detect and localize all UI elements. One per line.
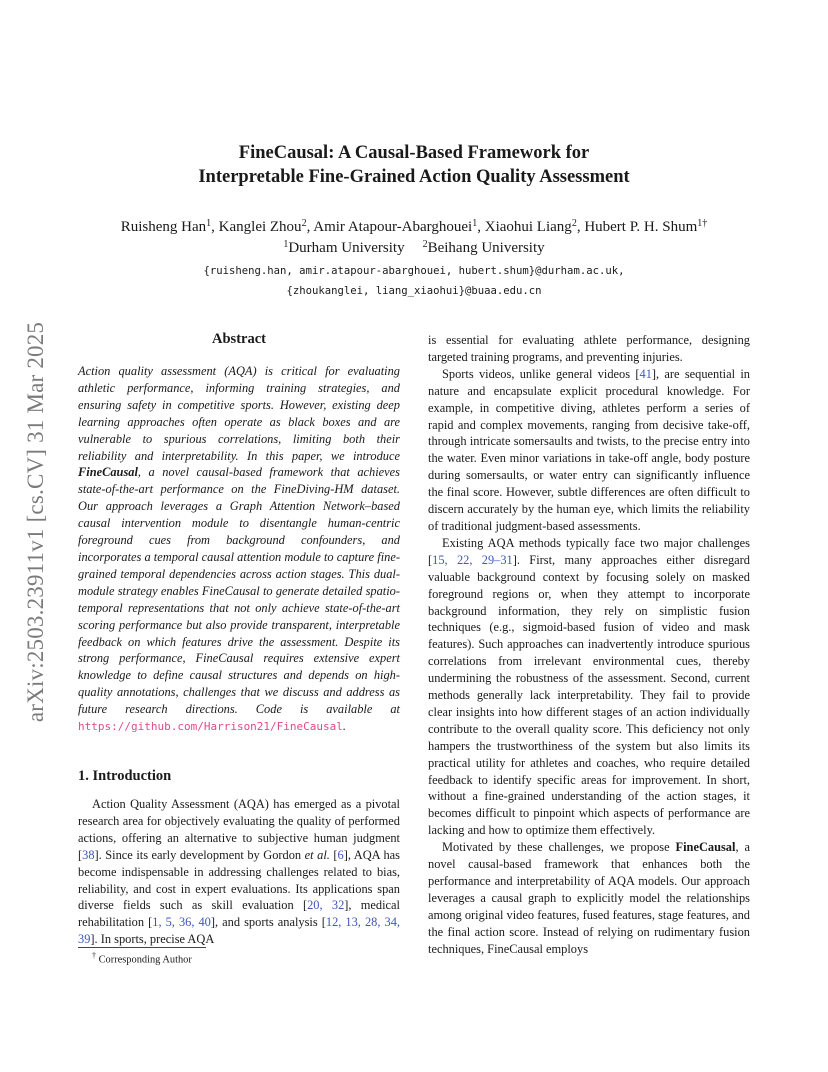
code-link[interactable]: https://github.com/Harrison21/FineCausal bbox=[78, 720, 343, 734]
email-line: {zhoukanglei, liang_xiaohui}@buaa.edu.cn bbox=[286, 285, 542, 297]
title-line-1: FineCausal: A Causal-Based Framework for bbox=[238, 143, 590, 163]
framework-name: FineCausal bbox=[78, 465, 138, 480]
abstract-body bbox=[78, 363, 400, 736]
abstract-heading: Abstract bbox=[212, 331, 266, 347]
affiliations bbox=[0, 238, 828, 258]
citation-link[interactable]: 1, 5, 36, 40 bbox=[152, 915, 211, 930]
footnote bbox=[92, 951, 192, 965]
author-list: Ruisheng Han$^1$, Kanglei Zhou$^2$, Amir Atapour-Abarghouei$^1$, Xiaohui Liang$^2$, Hubert P. H. Shum$^{1\dagger}$ bbox=[120, 218, 708, 235]
citation-link[interactable]: 20, 32 bbox=[307, 898, 345, 913]
author-emails bbox=[0, 261, 828, 301]
arxiv-sidebar bbox=[14, 282, 58, 762]
footnote-rule bbox=[78, 947, 206, 948]
paragraph: Sports videos, unlike general videos [41], are sequential in nature and encapsulate explicit procedural knowledge. For example, in competitive diving, athletes perform a series of rapid and complex movements, ranging from decisive take-off, through intricate somersaults and twists, to the precise entry into the water. Even minor variations in take-off angle, body posture during somersaults, or water entry can significantly influence the final score. However, subtle differences are often difficult to discern accurately by the human eye, which limits the reliability of traditional judgment-based assessments. bbox=[428, 366, 750, 533]
citation-link[interactable]: 41 bbox=[639, 366, 652, 381]
author-affil-mark: 1 bbox=[472, 218, 478, 229]
abstract-text: Action quality assessment (AQA) is critical for evaluating athletic performance, informing training strategies, and ensuring safety in competitive sports. However, existing deep learning approaches often operate as black boxes and are vulnerable to spurious correlations, limiting both their reliability and interpretability. In this paper, we introduce bbox=[78, 364, 400, 463]
right-column bbox=[428, 332, 750, 958]
framework-name: FineCausal bbox=[675, 840, 736, 855]
abstract-text: , a novel causal-based framework that achieves state-of-the-art performance on the FineDiving-HM dataset. Our approach leverages a Graph Attention Network–based causal intervention module to disentangle human-centric foreground cues from background confounders, and incorporates a temporal causal attention module to capture fine-grained temporal dependencies across action stages. This dual-module strategy enables FineCausal to generate detailed spatio-temporal representations that not only achieve state-of-the-art scoring performance but also provide transparent, interpretable feedback on which features drive the assessment. Despite its strong performance, FineCausal requires extensive expert knowledge to define causal structures and depends on high-quality annotations, challenges that we discuss and address as future research directions. Code is available at bbox=[78, 465, 400, 717]
paragraph: Motivated by these challenges, we propose FineCausal, a novel causal-based framework that enhances both the performance and interpretability of AQA models. Our approach leverages a causal graph to explicitly model the relationships among original video features, fused features, stage features, and the final action score. Instead of relying on rudimentary fusion techniques, FineCausal employs bbox=[428, 840, 750, 956]
abstract-text: . bbox=[342, 719, 347, 734]
author-name: Kanglei Zhou bbox=[218, 219, 302, 235]
author-name: Amir Atapour-Abarghouei bbox=[313, 219, 473, 235]
paragraph: is essential for evaluating athlete performance, designing targeted training programs, and preventing injuries. bbox=[428, 333, 750, 364]
citation-link[interactable]: 38 bbox=[82, 847, 95, 862]
author-affil-mark: 1† bbox=[697, 218, 708, 229]
author-name: Ruisheng Han bbox=[120, 219, 207, 235]
affil-name: Beihang University bbox=[427, 240, 545, 256]
author-affil-mark: 2 bbox=[301, 218, 307, 229]
email-line: {ruisheng.han, amir.atapour-abarghouei, hubert.shum}@durham.ac.uk, bbox=[203, 265, 625, 277]
affil-name: Durham University bbox=[288, 240, 405, 256]
author-name: Hubert P. H. Shum bbox=[584, 219, 698, 235]
author-name: Xiaohui Liang bbox=[484, 219, 572, 235]
title-line-2: Interpretable Fine-Grained Action Quality Assessment bbox=[198, 167, 630, 187]
section-heading-introduction: 1. Introduction bbox=[78, 768, 172, 784]
introduction-body bbox=[78, 796, 400, 948]
citation-link[interactable]: 15, 22, 29–31 bbox=[432, 552, 513, 567]
footnote-mark: † bbox=[92, 951, 96, 960]
author-affil-mark: 1 bbox=[206, 218, 212, 229]
affil-mark: 1 bbox=[283, 239, 289, 250]
author-affil-mark: 2 bbox=[571, 218, 577, 229]
citation-link[interactable]: 6 bbox=[337, 847, 344, 862]
citation-link[interactable]: 12, 13, 28, 34, 39 bbox=[78, 915, 400, 947]
arxiv-identifier: arXiv:2503.23911v1 [cs.CV] 31 Mar 2025 bbox=[23, 321, 48, 723]
affil-mark: 2 bbox=[422, 239, 428, 250]
footnote-text: Corresponding Author bbox=[98, 954, 192, 966]
paper-title bbox=[0, 141, 828, 189]
paragraph: Existing AQA methods typically face two major challenges [15, 22, 29–31]. First, many approaches either disregard valuable background context by focusing solely on masked foreground regions or, when they attempt to incorporate background information, they rely on simplistic fusion techniques (e.g., sigmoid-based fusion of video and mask features). Such approaches can inadvertently introduce spurious correlations from irrelevant environmental cues, thereby undermining the robustness of the assessment. Second, current methods generally lack interpretability. They fail to provide clear insights into how different stages of an action individually contribute to the overall quality score. This deficiency not only hampers the trustworthiness of the system but also limits its practical utility for athletes and coaches, who require detailed feedback to identify specific areas for improvement. In short, without a fine-grained understanding of the action stages, it becomes difficult to pinpoint which aspects of performance are lacking and how to optimize them effectively. bbox=[428, 535, 750, 838]
paragraph: Action Quality Assessment (AQA) has emerged as a pivotal research area for objectively evaluating the quality of performed actions, offering an alternative to subjective human judgment [38]. Since its early development by Gordon et al. [6], AQA has become indispensable in addressing challenges related to bias, reliability, and cost in expert evaluations. Its applications span diverse fields such as skill evaluation [20, 32], medical rehabilitation [1, 5, 36, 40], and sports analysis [12, 13, 28, 34, 39]. In sports, precise AQA bbox=[78, 797, 401, 947]
